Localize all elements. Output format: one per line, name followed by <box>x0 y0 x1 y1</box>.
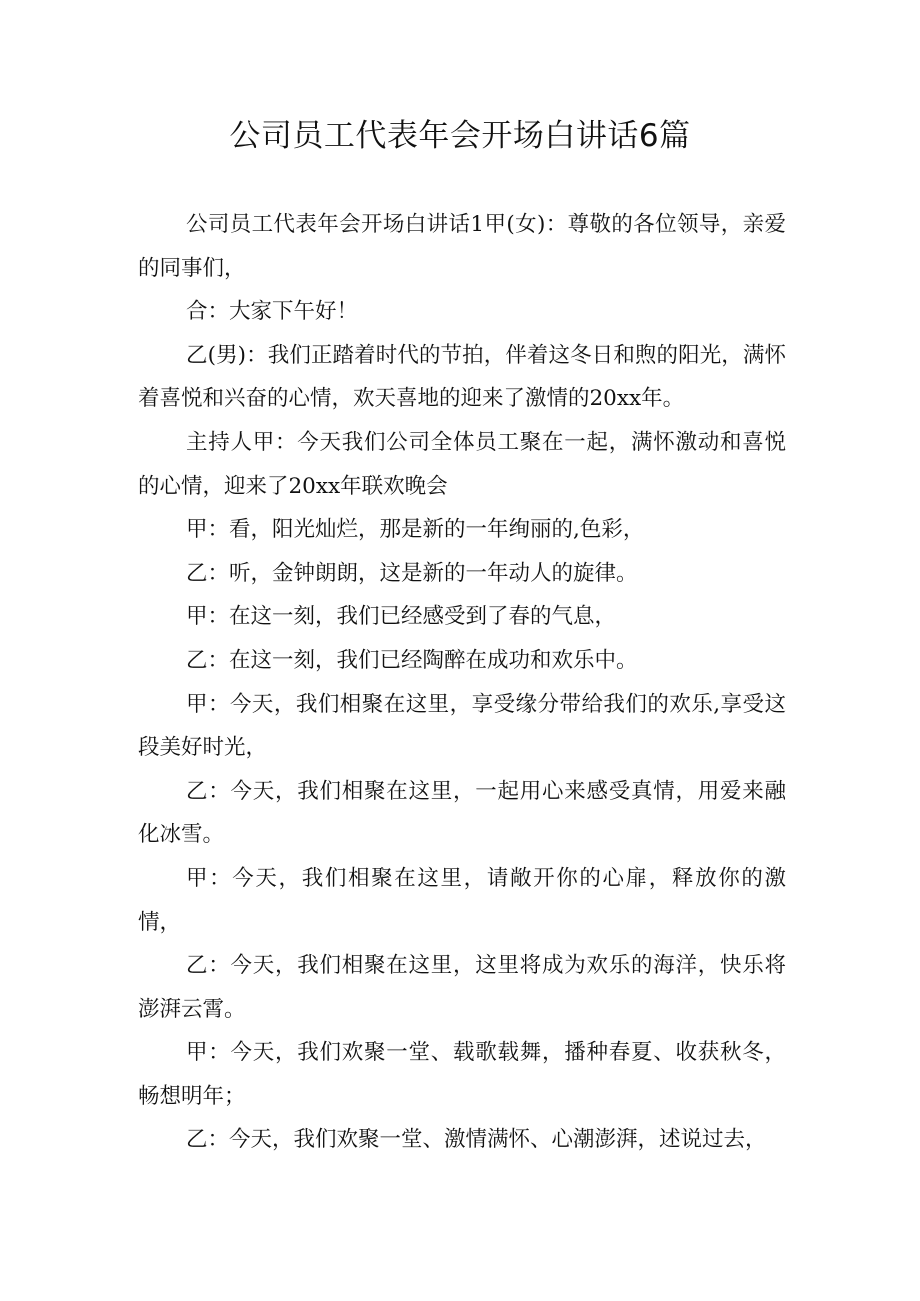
paragraph: 乙(男)：我们正踏着时代的节拍，伴着这冬日和煦的阳光，满怀着喜悦和兴奋的心情，欢天喜地的迎来了激情的20xx年。 <box>138 342 786 412</box>
paragraph: 合：大家下午好！ <box>186 299 359 325</box>
document-title: 公司员工代表年会开场白讲话6篇 <box>229 118 691 154</box>
paragraph: 甲：在这一刻，我们已经感受到了春的气息， <box>186 604 617 630</box>
paragraph: 乙：今天，我们相聚在这里，一起用心来感受真情，用爱来融化冰雪。 <box>138 778 786 848</box>
paragraph: 主持人甲：今天我们公司全体员工聚在一起，满怀激动和喜悦的心情，迎来了20xx年联欢晚会 <box>138 429 786 499</box>
paragraph: 乙：今天，我们欢聚一堂、激情满怀、心潮澎湃，述说过去， <box>186 1127 767 1153</box>
paragraph: 甲：今天，我们欢聚一堂、载歌载舞，播种春夏、收获秋冬，畅想明年； <box>138 1040 786 1109</box>
document-body <box>138 203 786 1162</box>
paragraph: 甲：看，阳光灿烂，那是新的一年绚丽的,色彩， <box>186 517 645 543</box>
paragraph: 乙：在这一刻，我们已经陶醉在成功和欢乐中。 <box>186 647 638 673</box>
paragraph: 甲：今天，我们相聚在这里，享受缘分带给我们的欢乐,享受这段美好时光， <box>138 691 786 761</box>
paragraph: 乙：今天，我们相聚在这里，这里将成为欢乐的海洋，快乐将澎湃云霄。 <box>138 953 786 1022</box>
paragraph: 乙：听，金钟朗朗，这是新的一年动人的旋律。 <box>186 560 638 586</box>
paragraph: 公司员工代表年会开场白讲话1甲(女)：尊敬的各位领导，亲爱的同事们， <box>138 212 786 281</box>
paragraph: 甲：今天，我们相聚在这里，请敞开你的心扉，释放你的激情， <box>138 865 786 935</box>
